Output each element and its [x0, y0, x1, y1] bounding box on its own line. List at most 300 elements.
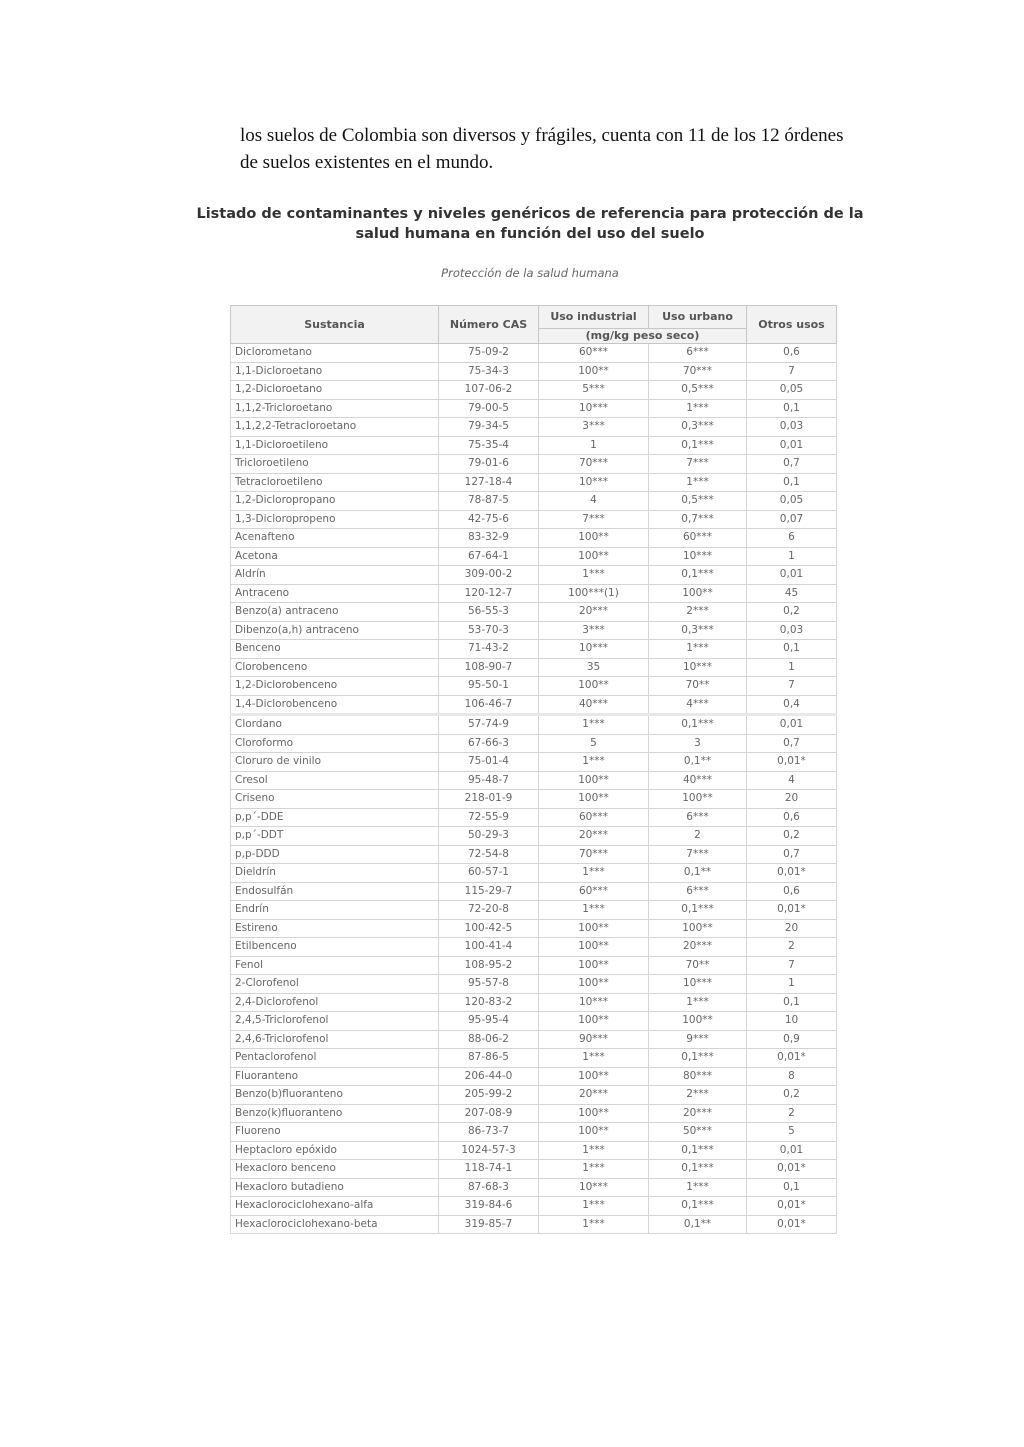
cell-numero-cas: 115-29-7 [439, 882, 539, 901]
contaminants-table-container [230, 305, 836, 1234]
header-numero-cas: Número CAS [439, 306, 539, 344]
table-row [231, 864, 837, 883]
table-row [231, 436, 837, 455]
cell-sustancia: p,p´-DDT [231, 827, 439, 846]
figure-title-line-1: Listado de contaminantes y niveles genéricos de referencia para protección de la [196, 206, 864, 222]
cell-uso-industrial: 90*** [539, 1030, 649, 1049]
table-row [231, 362, 837, 381]
cell-sustancia: 2,4,6-Triclorofenol [231, 1030, 439, 1049]
cell-numero-cas: 1024-57-3 [439, 1141, 539, 1160]
cell-uso-industrial: 100** [539, 956, 649, 975]
cell-numero-cas: 79-00-5 [439, 399, 539, 418]
cell-numero-cas: 83-32-9 [439, 529, 539, 548]
cell-uso-industrial: 70*** [539, 845, 649, 864]
cell-numero-cas: 75-01-4 [439, 753, 539, 772]
cell-uso-industrial: 3*** [539, 621, 649, 640]
table-row [231, 1067, 837, 1086]
contaminants-table [230, 305, 837, 1234]
cell-otros-usos: 8 [747, 1067, 837, 1086]
cell-otros-usos: 20 [747, 919, 837, 938]
cell-numero-cas: 218-01-9 [439, 790, 539, 809]
table-row [231, 882, 837, 901]
table-row [231, 658, 837, 677]
cell-sustancia: Cresol [231, 771, 439, 790]
cell-uso-urbano: 70*** [649, 362, 747, 381]
cell-sustancia: Hexacloro butadieno [231, 1178, 439, 1197]
cell-uso-urbano: 0,1*** [649, 1197, 747, 1216]
cell-otros-usos: 10 [747, 1012, 837, 1031]
cell-uso-urbano: 10*** [649, 547, 747, 566]
cell-otros-usos: 0,1 [747, 993, 837, 1012]
cell-otros-usos: 0,03 [747, 418, 837, 437]
cell-sustancia: Endrín [231, 901, 439, 920]
cell-uso-industrial: 100** [539, 919, 649, 938]
cell-uso-urbano: 0,1** [649, 1215, 747, 1234]
cell-otros-usos: 0,7 [747, 845, 837, 864]
cell-sustancia: Tetracloroetileno [231, 473, 439, 492]
cell-uso-industrial: 1*** [539, 715, 649, 735]
cell-uso-industrial: 20*** [539, 603, 649, 622]
cell-uso-urbano: 0,5*** [649, 381, 747, 400]
cell-uso-urbano: 1*** [649, 473, 747, 492]
table-row [231, 473, 837, 492]
cell-uso-industrial: 1*** [539, 1160, 649, 1179]
cell-uso-industrial: 1 [539, 436, 649, 455]
cell-uso-urbano: 60*** [649, 529, 747, 548]
cell-sustancia: 1,3-Dicloropropeno [231, 510, 439, 529]
table-row [231, 808, 837, 827]
cell-uso-industrial: 1*** [539, 864, 649, 883]
cell-otros-usos: 0,6 [747, 882, 837, 901]
cell-sustancia: 1,2-Diclorobenceno [231, 677, 439, 696]
cell-otros-usos: 0,01 [747, 566, 837, 585]
cell-uso-industrial: 35 [539, 658, 649, 677]
cell-sustancia: Benzo(a) antraceno [231, 603, 439, 622]
cell-sustancia: Benceno [231, 640, 439, 659]
cell-uso-urbano: 50*** [649, 1123, 747, 1142]
cell-otros-usos: 0,1 [747, 1178, 837, 1197]
cell-numero-cas: 87-68-3 [439, 1178, 539, 1197]
cell-otros-usos: 2 [747, 1104, 837, 1123]
table-row [231, 734, 837, 753]
cell-otros-usos: 0,2 [747, 1086, 837, 1105]
cell-numero-cas: 106-46-7 [439, 695, 539, 715]
cell-sustancia: 2-Clorofenol [231, 975, 439, 994]
cell-uso-urbano: 6*** [649, 808, 747, 827]
cell-sustancia: 1,1,2-Tricloroetano [231, 399, 439, 418]
cell-otros-usos: 45 [747, 584, 837, 603]
cell-uso-industrial: 100** [539, 547, 649, 566]
cell-uso-urbano: 0,1*** [649, 1049, 747, 1068]
cell-otros-usos: 0,01* [747, 753, 837, 772]
cell-sustancia: Acetona [231, 547, 439, 566]
cell-uso-urbano: 100** [649, 1012, 747, 1031]
cell-otros-usos: 0,6 [747, 344, 837, 363]
cell-uso-urbano: 100** [649, 584, 747, 603]
table-row [231, 529, 837, 548]
cell-uso-urbano: 7*** [649, 455, 747, 474]
cell-sustancia: 1,2-Dicloropropano [231, 492, 439, 511]
cell-uso-urbano: 0,1*** [649, 1141, 747, 1160]
cell-numero-cas: 120-83-2 [439, 993, 539, 1012]
cell-otros-usos: 1 [747, 975, 837, 994]
cell-numero-cas: 95-57-8 [439, 975, 539, 994]
table-row [231, 640, 837, 659]
cell-otros-usos: 7 [747, 362, 837, 381]
cell-uso-industrial: 10*** [539, 993, 649, 1012]
cell-sustancia: Benzo(k)fluoranteno [231, 1104, 439, 1123]
table-row [231, 621, 837, 640]
cell-sustancia: Hexaclorociclohexano-alfa [231, 1197, 439, 1216]
cell-numero-cas: 42-75-6 [439, 510, 539, 529]
cell-uso-industrial: 100***(1) [539, 584, 649, 603]
cell-numero-cas: 309-00-2 [439, 566, 539, 585]
cell-sustancia: 1,1,2,2-Tetracloroetano [231, 418, 439, 437]
table-row [231, 695, 837, 715]
cell-sustancia: Tricloroetileno [231, 455, 439, 474]
cell-sustancia: Hexaclorociclohexano-beta [231, 1215, 439, 1234]
cell-sustancia: Endosulfán [231, 882, 439, 901]
cell-otros-usos: 0,01* [747, 1049, 837, 1068]
cell-sustancia: Dieldrín [231, 864, 439, 883]
cell-uso-industrial: 1*** [539, 1215, 649, 1234]
table-row [231, 1215, 837, 1234]
table-row [231, 1012, 837, 1031]
table-row [231, 381, 837, 400]
cell-otros-usos: 0,7 [747, 455, 837, 474]
cell-sustancia: p,p´-DDE [231, 808, 439, 827]
table-row [231, 455, 837, 474]
cell-uso-urbano: 40*** [649, 771, 747, 790]
cell-numero-cas: 319-84-6 [439, 1197, 539, 1216]
cell-uso-urbano: 0,1*** [649, 901, 747, 920]
cell-otros-usos: 0,9 [747, 1030, 837, 1049]
cell-numero-cas: 88-06-2 [439, 1030, 539, 1049]
cell-otros-usos: 0,01* [747, 901, 837, 920]
cell-uso-urbano: 0,1*** [649, 1160, 747, 1179]
cell-numero-cas: 57-74-9 [439, 715, 539, 735]
cell-otros-usos: 0,01 [747, 1141, 837, 1160]
cell-otros-usos: 0,2 [747, 603, 837, 622]
cell-uso-industrial: 5*** [539, 381, 649, 400]
table-row [231, 827, 837, 846]
cell-uso-urbano: 0,7*** [649, 510, 747, 529]
table-row [231, 1141, 837, 1160]
cell-uso-industrial: 10*** [539, 640, 649, 659]
cell-uso-urbano: 10*** [649, 975, 747, 994]
table-row [231, 753, 837, 772]
table-row [231, 790, 837, 809]
cell-uso-industrial: 10*** [539, 399, 649, 418]
cell-numero-cas: 95-95-4 [439, 1012, 539, 1031]
table-row [231, 1086, 837, 1105]
cell-numero-cas: 95-50-1 [439, 677, 539, 696]
cell-uso-urbano: 4*** [649, 695, 747, 715]
table-row [231, 510, 837, 529]
cell-otros-usos: 0,7 [747, 734, 837, 753]
table-row [231, 677, 837, 696]
cell-otros-usos: 2 [747, 938, 837, 957]
cell-uso-urbano: 2*** [649, 1086, 747, 1105]
cell-sustancia: Benzo(b)fluoranteno [231, 1086, 439, 1105]
table-row [231, 715, 837, 735]
cell-numero-cas: 50-29-3 [439, 827, 539, 846]
cell-numero-cas: 108-95-2 [439, 956, 539, 975]
header-units: (mg/kg peso seco) [539, 328, 747, 343]
cell-numero-cas: 207-08-9 [439, 1104, 539, 1123]
cell-otros-usos: 7 [747, 677, 837, 696]
cell-otros-usos: 0,01* [747, 1197, 837, 1216]
cell-sustancia: Etilbenceno [231, 938, 439, 957]
cell-uso-industrial: 1*** [539, 1197, 649, 1216]
table-row [231, 956, 837, 975]
cell-sustancia: 2,4,5-Triclorofenol [231, 1012, 439, 1031]
cell-numero-cas: 205-99-2 [439, 1086, 539, 1105]
cell-uso-industrial: 100** [539, 362, 649, 381]
cell-sustancia: 1,1-Dicloroetano [231, 362, 439, 381]
cell-sustancia: Heptacloro epóxido [231, 1141, 439, 1160]
figure-subtitle: Protección de la salud humana [441, 266, 619, 280]
cell-numero-cas: 72-54-8 [439, 845, 539, 864]
cell-otros-usos: 0,05 [747, 381, 837, 400]
cell-uso-urbano: 0,1*** [649, 715, 747, 735]
cell-uso-urbano: 20*** [649, 1104, 747, 1123]
table-row [231, 1030, 837, 1049]
cell-numero-cas: 319-85-7 [439, 1215, 539, 1234]
cell-uso-urbano: 0,3*** [649, 621, 747, 640]
cell-uso-urbano: 1*** [649, 640, 747, 659]
table-body [231, 344, 837, 1234]
cell-uso-industrial: 1*** [539, 901, 649, 920]
cell-numero-cas: 75-35-4 [439, 436, 539, 455]
cell-numero-cas: 56-55-3 [439, 603, 539, 622]
cell-uso-urbano: 0,3*** [649, 418, 747, 437]
cell-numero-cas: 127-18-4 [439, 473, 539, 492]
cell-numero-cas: 72-20-8 [439, 901, 539, 920]
cell-sustancia: 1,4-Diclorobenceno [231, 695, 439, 715]
cell-otros-usos: 0,6 [747, 808, 837, 827]
cell-sustancia: Antraceno [231, 584, 439, 603]
cell-uso-industrial: 70*** [539, 455, 649, 474]
cell-uso-industrial: 100** [539, 1067, 649, 1086]
cell-sustancia: Fenol [231, 956, 439, 975]
cell-uso-urbano: 20*** [649, 938, 747, 957]
cell-uso-industrial: 100** [539, 529, 649, 548]
cell-numero-cas: 75-34-3 [439, 362, 539, 381]
cell-sustancia: Dibenzo(a,h) antraceno [231, 621, 439, 640]
cell-uso-industrial: 10*** [539, 473, 649, 492]
cell-otros-usos: 0,07 [747, 510, 837, 529]
cell-uso-urbano: 2 [649, 827, 747, 846]
cell-uso-industrial: 100** [539, 790, 649, 809]
header-uso-industrial: Uso industrial [539, 306, 649, 329]
cell-uso-industrial: 40*** [539, 695, 649, 715]
table-row [231, 566, 837, 585]
table-row [231, 845, 837, 864]
cell-uso-urbano: 1*** [649, 1178, 747, 1197]
cell-numero-cas: 100-41-4 [439, 938, 539, 957]
table-row [231, 603, 837, 622]
cell-otros-usos: 5 [747, 1123, 837, 1142]
cell-numero-cas: 53-70-3 [439, 621, 539, 640]
table-row [231, 1197, 837, 1216]
cell-otros-usos: 0,2 [747, 827, 837, 846]
table-row [231, 418, 837, 437]
cell-uso-urbano: 1*** [649, 399, 747, 418]
table-row [231, 919, 837, 938]
cell-uso-urbano: 10*** [649, 658, 747, 677]
cell-uso-industrial: 100** [539, 975, 649, 994]
cell-uso-urbano: 0,1** [649, 753, 747, 772]
cell-otros-usos: 0,1 [747, 399, 837, 418]
cell-sustancia: Aldrín [231, 566, 439, 585]
header-sustancia: Sustancia [231, 306, 439, 344]
figure-title-line-2: salud humana en función del uso del suelo [355, 226, 705, 242]
cell-uso-industrial: 100** [539, 1104, 649, 1123]
cell-otros-usos: 1 [747, 658, 837, 677]
cell-uso-industrial: 3*** [539, 418, 649, 437]
table-row [231, 975, 837, 994]
intro-paragraph: los suelos de Colombia son diversos y frágiles, cuenta con 11 de los 12 órdenes de suelos existentes en el mundo. [240, 125, 844, 173]
cell-sustancia: Acenafteno [231, 529, 439, 548]
cell-numero-cas: 95-48-7 [439, 771, 539, 790]
cell-uso-industrial: 1*** [539, 1049, 649, 1068]
table-row [231, 344, 837, 363]
table-row [231, 1104, 837, 1123]
cell-sustancia: 2,4-Diclorofenol [231, 993, 439, 1012]
cell-otros-usos: 0,01 [747, 715, 837, 735]
table-row [231, 1160, 837, 1179]
cell-uso-industrial: 4 [539, 492, 649, 511]
cell-otros-usos: 0,1 [747, 640, 837, 659]
cell-uso-industrial: 20*** [539, 1086, 649, 1105]
cell-numero-cas: 60-57-1 [439, 864, 539, 883]
cell-uso-industrial: 100** [539, 1012, 649, 1031]
cell-uso-urbano: 80*** [649, 1067, 747, 1086]
cell-otros-usos: 1 [747, 547, 837, 566]
table-row [231, 1049, 837, 1068]
cell-sustancia: Criseno [231, 790, 439, 809]
cell-uso-industrial: 1*** [539, 753, 649, 772]
cell-numero-cas: 107-06-2 [439, 381, 539, 400]
cell-uso-urbano: 9*** [649, 1030, 747, 1049]
cell-sustancia: 1,1-Dicloroetileno [231, 436, 439, 455]
cell-uso-industrial: 7*** [539, 510, 649, 529]
cell-numero-cas: 120-12-7 [439, 584, 539, 603]
cell-uso-industrial: 100** [539, 771, 649, 790]
cell-uso-urbano: 6*** [649, 344, 747, 363]
cell-otros-usos: 0,03 [747, 621, 837, 640]
cell-uso-urbano: 0,1*** [649, 436, 747, 455]
table-row [231, 993, 837, 1012]
cell-uso-urbano: 0,1*** [649, 566, 747, 585]
cell-uso-industrial: 100** [539, 1123, 649, 1142]
table-row [231, 492, 837, 511]
cell-otros-usos: 0,01* [747, 864, 837, 883]
cell-numero-cas: 75-09-2 [439, 344, 539, 363]
figure-title [160, 204, 900, 244]
table-row [231, 547, 837, 566]
cell-numero-cas: 100-42-5 [439, 919, 539, 938]
table-row [231, 938, 837, 957]
cell-numero-cas: 87-86-5 [439, 1049, 539, 1068]
cell-numero-cas: 72-55-9 [439, 808, 539, 827]
cell-uso-urbano: 3 [649, 734, 747, 753]
cell-numero-cas: 118-74-1 [439, 1160, 539, 1179]
table-row [231, 1123, 837, 1142]
cell-sustancia: Estireno [231, 919, 439, 938]
header-uso-urbano: Uso urbano [649, 306, 747, 329]
cell-otros-usos: 20 [747, 790, 837, 809]
cell-numero-cas: 67-64-1 [439, 547, 539, 566]
cell-sustancia: Cloroformo [231, 734, 439, 753]
cell-uso-urbano: 1*** [649, 993, 747, 1012]
header-otros-usos: Otros usos [747, 306, 837, 344]
cell-numero-cas: 206-44-0 [439, 1067, 539, 1086]
cell-uso-industrial: 1*** [539, 566, 649, 585]
cell-sustancia: p,p-DDD [231, 845, 439, 864]
cell-uso-industrial: 20*** [539, 827, 649, 846]
cell-numero-cas: 79-34-5 [439, 418, 539, 437]
cell-uso-industrial: 60*** [539, 808, 649, 827]
cell-uso-urbano: 100** [649, 919, 747, 938]
cell-otros-usos: 6 [747, 529, 837, 548]
cell-numero-cas: 108-90-7 [439, 658, 539, 677]
cell-uso-industrial: 1*** [539, 1141, 649, 1160]
cell-uso-urbano: 2*** [649, 603, 747, 622]
cell-uso-urbano: 7*** [649, 845, 747, 864]
cell-uso-industrial: 5 [539, 734, 649, 753]
cell-sustancia: Fluoranteno [231, 1067, 439, 1086]
cell-uso-urbano: 100** [649, 790, 747, 809]
cell-otros-usos: 0,01* [747, 1160, 837, 1179]
cell-sustancia: Fluoreno [231, 1123, 439, 1142]
cell-numero-cas: 71-43-2 [439, 640, 539, 659]
cell-otros-usos: 0,01* [747, 1215, 837, 1234]
cell-uso-industrial: 100** [539, 938, 649, 957]
cell-uso-urbano: 0,1** [649, 864, 747, 883]
table-row [231, 901, 837, 920]
cell-uso-industrial: 100** [539, 677, 649, 696]
table-row [231, 399, 837, 418]
cell-sustancia: Hexacloro benceno [231, 1160, 439, 1179]
cell-uso-urbano: 70** [649, 677, 747, 696]
cell-uso-industrial: 60*** [539, 344, 649, 363]
cell-otros-usos: 4 [747, 771, 837, 790]
cell-otros-usos: 7 [747, 956, 837, 975]
cell-numero-cas: 86-73-7 [439, 1123, 539, 1142]
cell-sustancia: Diclorometano [231, 344, 439, 363]
cell-uso-industrial: 10*** [539, 1178, 649, 1197]
cell-numero-cas: 78-87-5 [439, 492, 539, 511]
cell-otros-usos: 0,4 [747, 695, 837, 715]
cell-otros-usos: 0,01 [747, 436, 837, 455]
cell-otros-usos: 0,05 [747, 492, 837, 511]
table-header [231, 306, 837, 344]
cell-sustancia: Clorobenceno [231, 658, 439, 677]
cell-numero-cas: 67-66-3 [439, 734, 539, 753]
cell-uso-urbano: 6*** [649, 882, 747, 901]
cell-numero-cas: 79-01-6 [439, 455, 539, 474]
cell-uso-urbano: 0,5*** [649, 492, 747, 511]
cell-sustancia: Cloruro de vinilo [231, 753, 439, 772]
cell-sustancia: Pentaclorofenol [231, 1049, 439, 1068]
cell-uso-industrial: 60*** [539, 882, 649, 901]
table-row [231, 584, 837, 603]
cell-uso-urbano: 70** [649, 956, 747, 975]
table-row [231, 771, 837, 790]
cell-otros-usos: 0,1 [747, 473, 837, 492]
